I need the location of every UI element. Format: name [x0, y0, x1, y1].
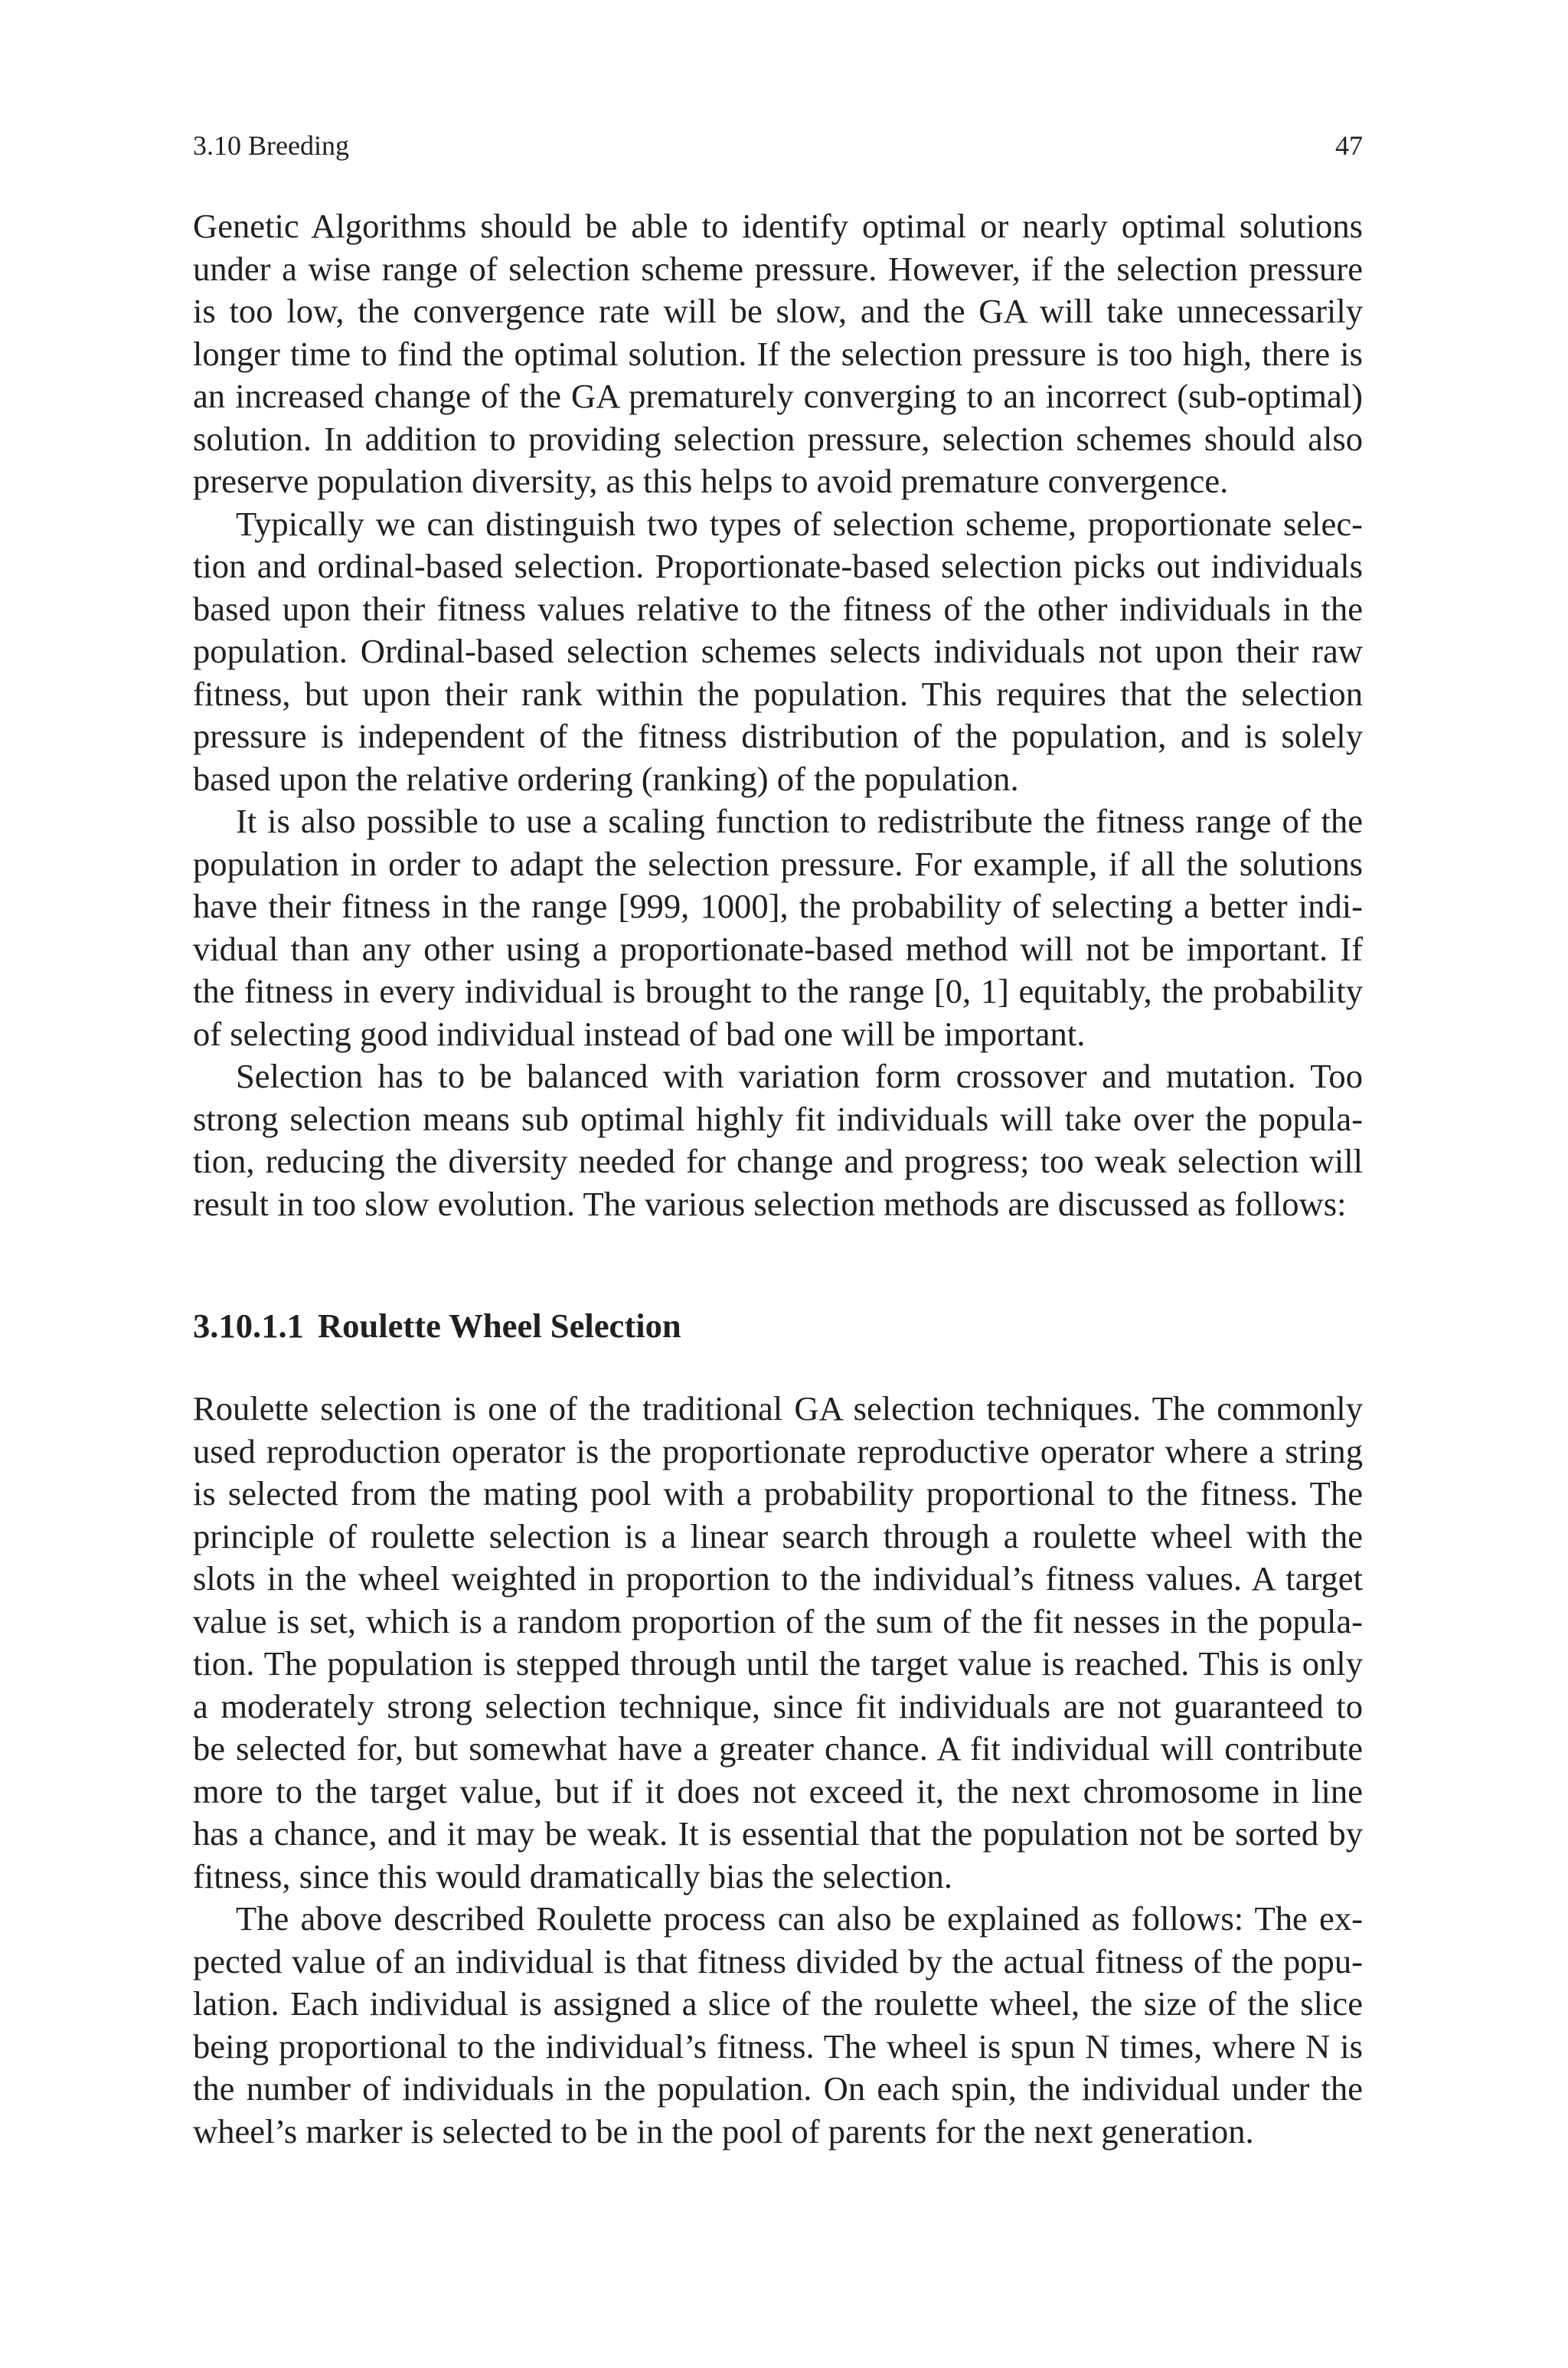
text-line: longer time to find the optimal solution. If the selection pressure is too high, there is	[193, 334, 1363, 373]
text-line: strong selection means sub optimal highly fit individuals will take over the popula-	[193, 1099, 1363, 1138]
text-line: of selecting good individual instead of bad one will be important.	[193, 1014, 1086, 1053]
text-line: lation. Each individual is assigned a slice of the roulette wheel, the size of the slice	[193, 1984, 1363, 2023]
text-line: has a chance, and it may be weak. It is essential that the population not be sorted by	[193, 1814, 1363, 1853]
body-text-bottom	[193, 1388, 1363, 2153]
text-line: slots in the wheel weighted in proportion to the individual’s fitness values. A target	[193, 1559, 1363, 1598]
paragraph	[193, 503, 1363, 801]
text-line: based upon their fitness values relative to the fitness of the other individuals in the	[193, 589, 1363, 628]
text-line: used reproduction operator is the proportionate reproductive operator where a string	[193, 1431, 1363, 1470]
text-line: population in order to adapt the selection pressure. For example, if all the solutions	[193, 844, 1363, 883]
text-line: Selection has to be balanced with variation form crossover and mutation. Too	[236, 1057, 1363, 1095]
text-line: being proportional to the individual’s fitness. The wheel is spun N times, where N is	[193, 2026, 1363, 2065]
section-heading	[193, 1304, 681, 1347]
text-line: be selected for, but somewhat have a greater chance. A fit individual will contribute	[193, 1729, 1363, 1768]
text-line: The above described Roulette process can also be explained as follows: The ex-	[236, 1899, 1363, 1938]
text-line: an increased change of the GA prematurely converging to an incorrect (sub-optimal)	[193, 377, 1363, 415]
section-heading-number: 3.10.1.1	[193, 1307, 304, 1345]
text-line: solution. In addition to providing selection pressure, selection schemes should also	[193, 419, 1363, 458]
text-line: principle of roulette selection is a linear search through a roulette wheel with the	[193, 1516, 1363, 1555]
text-line: have their fitness in the range [999, 1000], the probability of selecting a better indi-	[193, 887, 1363, 925]
page-number: 47	[1335, 130, 1363, 161]
text-line: value is set, which is a random proportion of the sum of the fit nesses in the popula-	[193, 1601, 1363, 1640]
text-line: preserve population diversity, as this helps to avoid premature convergence.	[193, 462, 1229, 500]
text-line: Typically we can distinguish two types of selection scheme, proportionate selec-	[236, 504, 1363, 543]
text-line: is too low, the convergence rate will be slow, and the GA will take unnecessarily	[193, 292, 1363, 330]
section-heading-title: Roulette Wheel Selection	[317, 1307, 681, 1345]
text-line: population. Ordinal-based selection schemes selects individuals not upon their raw	[193, 632, 1363, 670]
text-line: tion, reducing the diversity needed for change and progress; too weak selection will	[193, 1142, 1363, 1180]
paragraph	[193, 1898, 1363, 2153]
text-line: pressure is independent of the fitness distribution of the population, and is solely	[193, 717, 1363, 755]
running-head-section: 3.10 Breeding	[193, 130, 349, 161]
text-line: the number of individuals in the population. On each spin, the individual under the	[193, 2069, 1363, 2108]
text-line: more to the target value, but if it does not exceed it, the next chromosome in line	[193, 1771, 1363, 1810]
text-line: is selected from the mating pool with a probability proportional to the fitness. The	[193, 1474, 1363, 1513]
paragraph	[193, 205, 1363, 503]
text-line: Genetic Algorithms should be able to identify optimal or nearly optimal solutions	[193, 207, 1363, 245]
text-line: based upon the relative ordering (ranking) of the population.	[193, 759, 1019, 798]
text-line: result in too slow evolution. The various selection methods are discussed as follows:	[193, 1184, 1347, 1223]
text-line: a moderately strong selection technique, since fit individuals are not guaranteed to	[193, 1686, 1363, 1725]
text-line: fitness, but upon their rank within the population. This requires that the selection	[193, 674, 1363, 713]
text-line: Roulette selection is one of the traditional GA selection techniques. The commonly	[193, 1389, 1363, 1428]
text-line: tion and ordinal-based selection. Proportionate-based selection picks out individuals	[193, 547, 1363, 585]
paragraph	[193, 1055, 1363, 1225]
text-line: fitness, since this would dramatically bias the selection.	[193, 1856, 952, 1895]
running-head	[193, 129, 1363, 162]
text-line: the fitness in every individual is brought to the range [0, 1] equitably, the probability	[193, 972, 1363, 1010]
paragraph	[193, 800, 1363, 1055]
paragraph	[193, 1388, 1363, 1898]
text-line: under a wise range of selection scheme pressure. However, if the selection pressure	[193, 249, 1363, 288]
text-line: tion. The population is stepped through until the target value is reached. This is only	[193, 1644, 1363, 1683]
text-line: It is also possible to use a scaling function to redistribute the fitness range of the	[236, 802, 1363, 840]
text-line: pected value of an individual is that fitness divided by the actual fitness of the popu-	[193, 1941, 1363, 1980]
body-text-top	[193, 205, 1363, 1225]
text-line: wheel’s marker is selected to be in the pool of parents for the next generation.	[193, 2111, 1254, 2150]
text-line: vidual than any other using a proportionate-based method will not be important. If	[193, 929, 1363, 968]
